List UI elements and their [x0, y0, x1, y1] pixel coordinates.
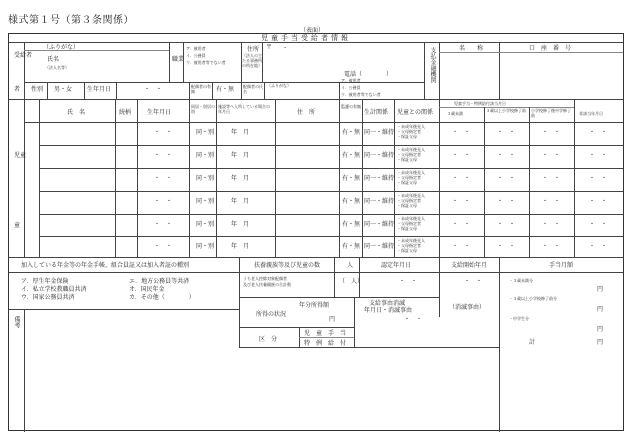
- amount-item-under3: ・３歳未満分: [509, 278, 533, 283]
- row6-opt-c: ・保証父母: [397, 248, 417, 253]
- child-name-col: 氏 名: [67, 109, 86, 116]
- phone-label: 電話（ ）: [344, 71, 393, 78]
- row4-opt-c: ・保証父母: [397, 203, 417, 208]
- row1-d3: ・ ・: [542, 129, 561, 136]
- recipient-name-sub: （法人名等）: [45, 65, 69, 70]
- address-label: 住所: [247, 46, 260, 53]
- row3-opt-b: ・父母指定者: [397, 175, 421, 180]
- division-special: 特 例 給 付: [304, 340, 347, 347]
- row4-living: 同・別: [196, 198, 215, 205]
- row1-opt-b: ・父母指定者: [397, 129, 421, 134]
- row3-facility: 年 月: [231, 175, 250, 182]
- dependents-sub-2: 及び老人扶養親族の合計数: [243, 282, 291, 287]
- change-date-value: ・ ・: [404, 316, 423, 323]
- row6-facility: 年 月: [231, 243, 250, 250]
- row3-d3: ・ ・: [542, 175, 561, 182]
- row3-d4: ・ ・: [589, 175, 608, 182]
- change-label-2: 年月日・消滅事由: [364, 307, 413, 314]
- child-supervision-col: 監護の有無: [341, 104, 361, 109]
- amount-yen-2: 円: [597, 306, 604, 313]
- spouse-option-c: ウ．被用者等でない者: [341, 92, 381, 97]
- start-month-label: 支給開始年月: [451, 262, 488, 269]
- row2-d2: ・ ・: [497, 152, 516, 159]
- bank-label: 支払金融機関: [429, 47, 436, 83]
- start-month-value: ・ ・: [464, 278, 483, 285]
- row2-d3: ・ ・: [542, 152, 561, 159]
- pension-option-d: エ．地方公務員等共済: [129, 278, 190, 285]
- amount-yen-1: 円: [597, 286, 604, 293]
- occupation-option-a: ア．被用者: [186, 46, 206, 51]
- recipient-name-label: 氏名: [47, 56, 60, 63]
- spouse-exists-label: 配偶者の有無: [191, 84, 211, 94]
- row4-opt-a: ・未成年後見人: [397, 193, 425, 198]
- change-label-1: 支給事由消滅: [369, 300, 406, 307]
- row6-supervise: 有・無: [342, 243, 361, 250]
- child-facility-col: 施設等へ入所している場合の年月日: [218, 104, 270, 114]
- page-side-label: （表面）: [300, 27, 325, 34]
- amount-item-primary: ・３歳以上小学校修了前分: [509, 296, 557, 301]
- postal-code: 〒 -: [266, 44, 287, 51]
- row4-livelihood: 同一・維持: [364, 198, 395, 205]
- row1-opt-a: ・未成年後見人: [397, 124, 425, 129]
- amount-total-label: 計: [529, 339, 536, 346]
- amount-yen-3: 円: [597, 326, 604, 333]
- row5-living: 同・別: [196, 221, 215, 228]
- division-label: 区 分: [259, 336, 278, 343]
- row6-opt-a: ・未成年後見人: [397, 238, 425, 243]
- spouse-option-b: イ．公務員: [341, 85, 361, 90]
- row2-d1: ・ ・: [452, 152, 471, 159]
- row3-living: 同・別: [196, 175, 215, 182]
- pension-option-f: カ．その他（ ）: [129, 294, 195, 301]
- bank-name-col: 名 称: [459, 45, 484, 52]
- row1-d4: ・ ・: [589, 129, 608, 136]
- certified-date-label: 認定年月日: [381, 262, 412, 269]
- form-title: 児童手当受給者情報: [261, 34, 351, 42]
- row4-d4: ・ ・: [589, 198, 608, 205]
- remarks-label: 備考: [13, 316, 20, 328]
- bank-account-col: 口 座 番 号: [529, 45, 572, 52]
- row1-birth: ・ ・: [154, 129, 173, 136]
- division-child-allowance: 児 童 手 当: [304, 330, 347, 337]
- spouse-option-a: ア．被用者: [341, 78, 361, 83]
- middle-school-col: 小学校修了後中学修了前: [531, 108, 571, 118]
- form-grid: [8, 33, 624, 431]
- row1-supervise: 有・無: [342, 129, 361, 136]
- row5-d3: ・ ・: [542, 221, 561, 228]
- row6-livelihood: 同一・維持: [364, 243, 395, 250]
- child-livelihood-col: 生計関係: [364, 109, 389, 116]
- row5-d1: ・ ・: [452, 221, 471, 228]
- address-sub-2: たる事務所: [242, 58, 262, 63]
- pension-option-e: オ．国民年金: [129, 286, 165, 293]
- dependents-sub-1: うち老人控除対象配偶者: [243, 276, 287, 281]
- row2-living: 同・別: [196, 152, 215, 159]
- pension-option-c: ウ．国家公務員共済: [21, 294, 75, 301]
- spouse-name-label: 配偶者の氏名: [243, 84, 263, 94]
- birthdate-label: 生年月日: [87, 86, 112, 93]
- amount-item-middle: ・中学生分: [509, 316, 529, 321]
- dependents-sub-unit: （ 人）: [339, 278, 364, 285]
- child-relation-col: 続柄: [119, 109, 132, 116]
- gender-label: 性別: [31, 86, 44, 93]
- row4-d2: ・ ・: [497, 198, 516, 205]
- row5-opt-c: ・保証父母: [397, 226, 417, 231]
- row6-d4: ・ ・: [589, 243, 608, 250]
- row3-d2: ・ ・: [497, 175, 516, 182]
- gender-value: 男・女: [54, 86, 73, 93]
- amount-yen-total: 円: [597, 339, 604, 346]
- occupation-option-c: ウ．被用者等でない者: [186, 60, 226, 65]
- row6-d2: ・ ・: [497, 243, 516, 250]
- pension-label: 加入している年金等の年金手帳、組合員証又は加入者証の種別: [21, 262, 190, 269]
- certified-date-value: ・ ・: [399, 278, 418, 285]
- children-label-top: 児童: [14, 152, 27, 159]
- row2-birth: ・ ・: [154, 152, 173, 159]
- change-reason-label: （消滅事由）: [449, 304, 486, 311]
- row4-facility: 年 月: [231, 198, 250, 205]
- recipient-label-bottom: 者: [14, 86, 21, 93]
- recipient-birthdate: ・ ・: [144, 86, 163, 93]
- row2-opt-c: ・保証父母: [397, 157, 417, 162]
- income-year-label: 年分所得額: [299, 302, 330, 309]
- children-label-bottom: 童: [14, 222, 21, 229]
- row5-d4: ・ ・: [589, 221, 608, 228]
- form-number: 様式第１号（第３条関係）: [8, 15, 134, 26]
- row6-d3: ・ ・: [542, 243, 561, 250]
- row5-opt-b: ・父母指定者: [397, 221, 421, 226]
- row2-livelihood: 同一・維持: [364, 152, 395, 159]
- row6-opt-b: ・父母指定者: [397, 243, 421, 248]
- row2-d4: ・ ・: [589, 152, 608, 159]
- spouse-exists-value: 有・無: [216, 86, 235, 93]
- row5-livelihood: 同一・維持: [364, 221, 395, 228]
- row1-opt-c: ・保証父母: [397, 134, 417, 139]
- row2-opt-a: ・未成年後見人: [397, 147, 425, 152]
- pension-option-a: ア．厚生年金保険: [21, 278, 69, 285]
- child-address-col: 住 所: [297, 109, 316, 116]
- child-living-col: 同居・別居の別: [191, 104, 215, 114]
- income-yen: 円: [329, 316, 336, 323]
- row1-d2: ・ ・: [497, 129, 516, 136]
- spouse-furigana: （ふりがな）: [267, 83, 291, 88]
- age3-primary-col: ３歳以上小学校修了前: [486, 108, 526, 113]
- row3-opt-c: ・保証父母: [397, 180, 417, 185]
- row6-living: 同・別: [196, 243, 215, 250]
- address-sub-1: （法人の主: [242, 53, 262, 58]
- row3-livelihood: 同一・維持: [364, 175, 395, 182]
- row4-d3: ・ ・: [542, 198, 561, 205]
- dependents-unit: 人: [347, 262, 354, 269]
- row2-facility: 年 月: [231, 152, 250, 159]
- address-sub-3: の所在地）: [242, 63, 262, 68]
- under3-col: ３歳未満: [447, 111, 463, 116]
- occupation-option-b: イ．公務員: [186, 53, 206, 58]
- row3-d1: ・ ・: [452, 175, 471, 182]
- row6-d1: ・ ・: [452, 243, 471, 250]
- eligibility-group-header: 児童手当・特例給付該当月日: [454, 101, 506, 106]
- ineligible-date-col: 非該当年月日: [579, 111, 603, 116]
- row5-birth: ・ ・: [154, 221, 173, 228]
- row2-opt-b: ・父母指定者: [397, 152, 421, 157]
- pension-option-b: イ．私立学校教職員共済: [21, 286, 87, 293]
- row4-opt-b: ・父母指定者: [397, 198, 421, 203]
- occupation-label: 職業: [172, 56, 185, 63]
- row3-supervise: 有・無: [342, 175, 361, 182]
- row5-opt-a: ・未成年後見人: [397, 216, 425, 221]
- dependents-header: 扶養親族等及び児童の数: [254, 262, 321, 269]
- child-relationship-col: 児童との関係: [397, 109, 434, 116]
- recipient-label-top: 受給者: [14, 52, 33, 59]
- row3-opt-a: ・未成年後見人: [397, 170, 425, 175]
- row1-livelihood: 同一・維持: [364, 129, 395, 136]
- row4-birth: ・ ・: [154, 198, 173, 205]
- row2-supervise: 有・無: [342, 152, 361, 159]
- row5-d2: ・ ・: [497, 221, 516, 228]
- row5-supervise: 有・無: [342, 221, 361, 228]
- row1-facility: 年 月: [231, 129, 250, 136]
- recipient-furigana: （ふりがな）: [43, 44, 80, 51]
- row3-birth: ・ ・: [154, 175, 173, 182]
- row4-supervise: 有・無: [342, 198, 361, 205]
- monthly-amount-label: 手当月額: [549, 262, 574, 269]
- row5-facility: 年 月: [231, 221, 250, 228]
- income-status-label: 所得の状況: [256, 311, 287, 318]
- row6-birth: ・ ・: [154, 243, 173, 250]
- child-birth-col: 生年月日: [147, 109, 172, 116]
- row1-d1: ・ ・: [452, 129, 471, 136]
- row1-living: 同・別: [196, 129, 215, 136]
- row4-d1: ・ ・: [452, 198, 471, 205]
